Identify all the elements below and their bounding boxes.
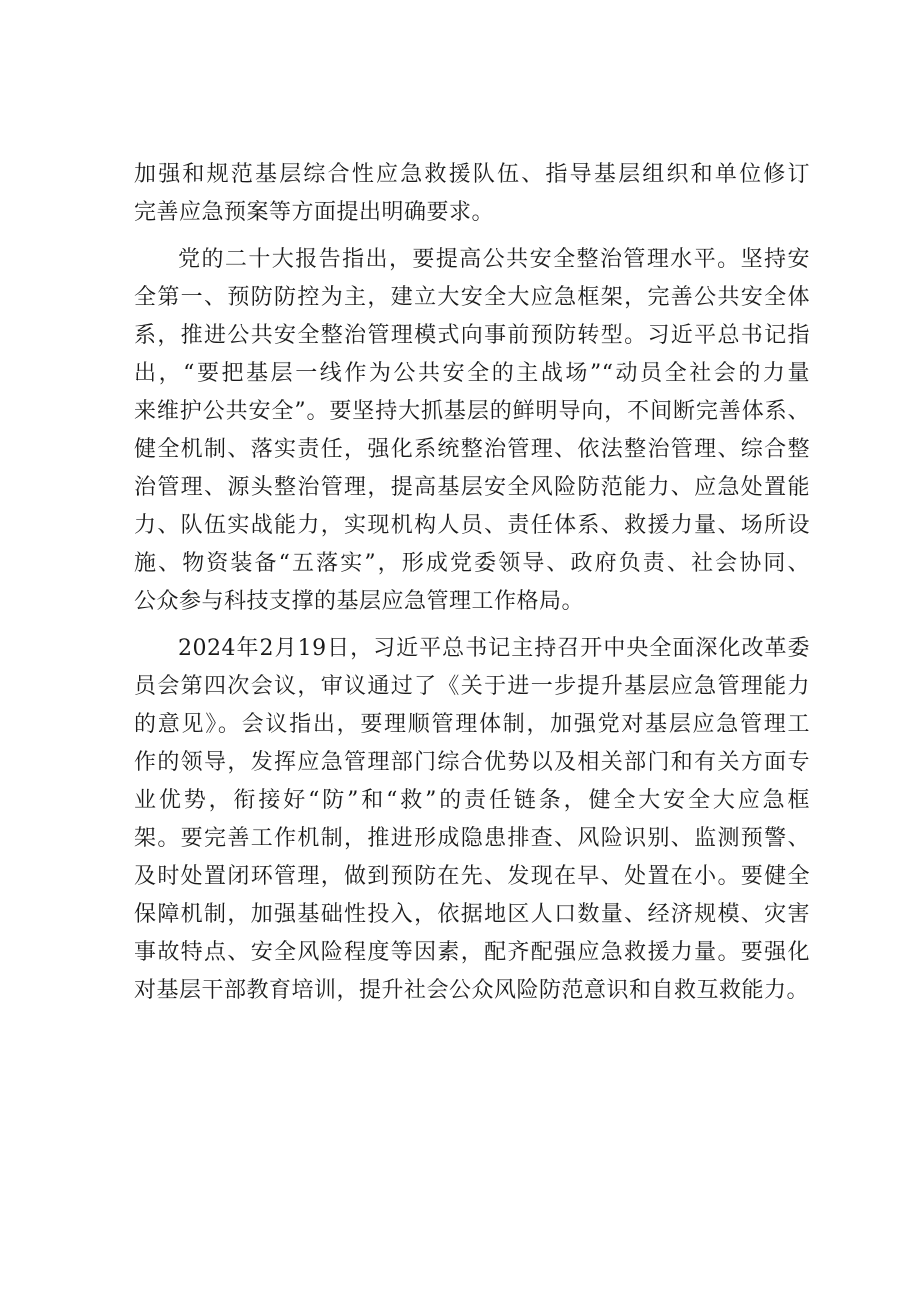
text-line: 对基层干部教育培训，提升社会公众风险防范意识和自救互救能力。: [134, 978, 810, 1003]
text-line: 出，“要把基层一线作为公共安全的主战场”“动员全社会的力量: [134, 361, 810, 386]
text-line: 健全机制、落实责任，强化系统整治管理、依法整治管理、综合整: [134, 437, 810, 462]
paragraph-continuation: [134, 156, 810, 232]
text-line: 员会第四次会议，审议通过了《关于进一步提升基层应急管理能力: [134, 674, 810, 699]
text-line: 施、物资装备“五落实”，形成党委领导、政府负责、社会协同、: [134, 551, 810, 576]
paragraph-meeting: [134, 630, 810, 1010]
paragraph-report: [134, 241, 810, 621]
text-line: 及时处置闭环管理，做到预防在先、发现在早、处置在小。要健全: [134, 864, 810, 889]
text-line: 来维护公共安全”。要坚持大抓基层的鲜明导向，不间断完善体系、: [134, 399, 810, 424]
text-line: 完善应急预案等方面提出明确要求。: [134, 200, 495, 225]
text-line: 力、队伍实战能力，实现机构人员、责任体系、救援力量、场所设: [134, 513, 810, 538]
text-line: 系，推进公共安全整治管理模式向事前预防转型。习近平总书记指: [134, 323, 810, 348]
text-line: 事故特点、安全风险程度等因素，配齐配强应急救援力量。要强化: [134, 940, 810, 965]
text-line: 的意见》。会议指出，要理顺管理体制，加强党对基层应急管理工: [134, 712, 810, 737]
text-line: 党的二十大报告指出，要提高公共安全整治管理水平。坚持安: [178, 247, 810, 272]
text-line: 架。要完善工作机制，推进形成隐患排查、风险识别、监测预警、: [134, 826, 810, 851]
text-line: 治管理、源头整治管理，提高基层安全风险防范能力、应急处置能: [134, 475, 810, 500]
text-line: 2024年2月19日，习近平总书记主持召开中央全面深化改革委: [178, 636, 810, 661]
text-line: 业优势，衔接好“防”和“救”的责任链条，健全大安全大应急框: [134, 788, 810, 813]
text-line: 加强和规范基层综合性应急救援队伍、指导基层组织和单位修订: [134, 162, 810, 187]
document-page: [134, 156, 810, 1019]
text-line: 公众参与科技支撑的基层应急管理工作格局。: [134, 589, 585, 614]
text-line: 保障机制，加强基础性投入，依据地区人口数量、经济规模、灾害: [134, 902, 810, 927]
text-line: 全第一、预防防控为主，建立大安全大应急框架，完善公共安全体: [134, 285, 810, 310]
text-line: 作的领导，发挥应急管理部门综合优势以及相关部门和有关方面专: [134, 750, 810, 775]
